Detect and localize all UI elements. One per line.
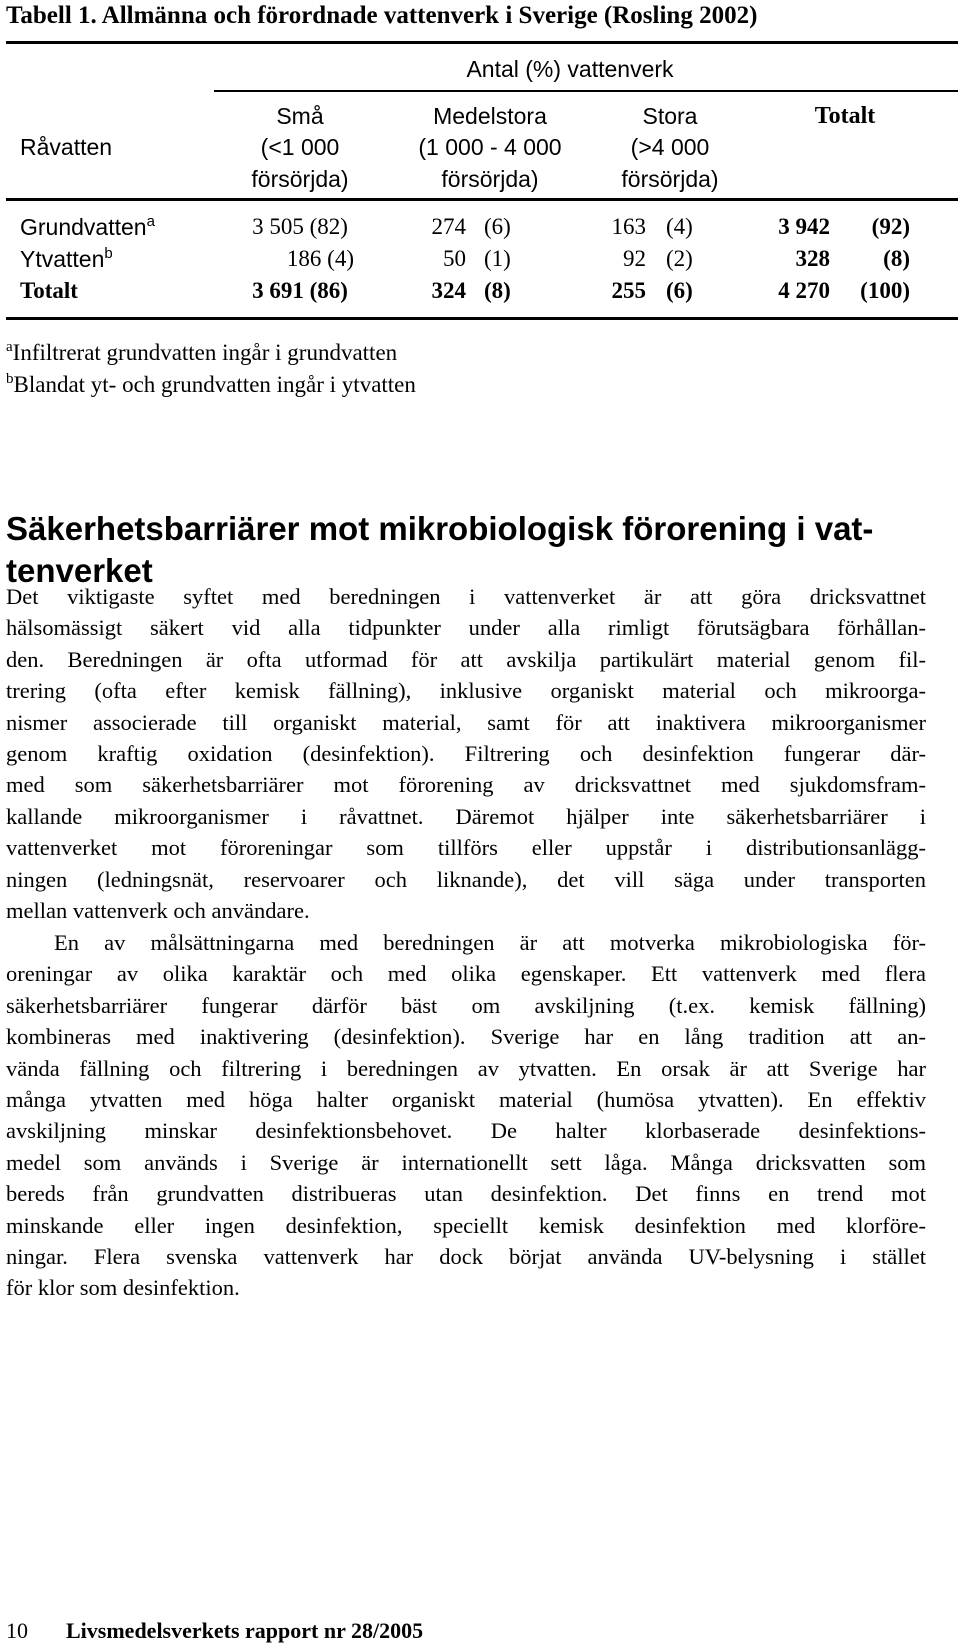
cell-grundvatten-large-n: 163 bbox=[611, 214, 646, 239]
col-large-line2: (>4 000 bbox=[630, 134, 710, 160]
cell-ytvatten-total-n: 328 bbox=[795, 246, 830, 271]
paragraph-line: vända fällning och filtrering i beredningen av ytvatten. En orsak är att Sverige har bbox=[6, 1055, 926, 1081]
page-footer bbox=[6, 1618, 423, 1644]
cell-ytvatten-large-n: 92 bbox=[623, 246, 646, 271]
paragraph-line: kallande mikroorganismer i råvattnet. Däremot hjälper inte säkerhetsbarriärer i bbox=[6, 803, 926, 829]
cell-grundvatten-large-p: (4) bbox=[666, 214, 693, 239]
paragraph-2 bbox=[6, 927, 926, 1304]
cell-totalt-large-n: 255 bbox=[611, 278, 646, 303]
row-header: Råvatten bbox=[20, 134, 113, 160]
cell-ytvatten-total-p: (8) bbox=[883, 246, 910, 271]
table-caption: Tabell 1. Allmänna och förordnade vattenverk i Sverige (Rosling 2002) bbox=[6, 2, 758, 29]
header-bottom-rule bbox=[6, 198, 958, 201]
paragraph-line: oreningar av olika karaktär och med olika egenskaper. Ett vattenverk med flera bbox=[6, 961, 926, 987]
footnote-mark-a: a bbox=[146, 213, 155, 230]
paragraph-line: avskiljning minskar desinfektionsbehovet. De halter klorbaserade desinfektions- bbox=[6, 1118, 926, 1144]
table-bottom-rule bbox=[6, 317, 958, 320]
col-medium-line1: Medelstora bbox=[433, 103, 547, 129]
paragraph-line: säkerhetsbarriärer fungerar därför bäst om avskiljning (t.ex. kemisk fällning) bbox=[6, 992, 926, 1018]
paragraph-line: En av målsättningarna med beredningen är att motverka mikrobiologiska för- bbox=[54, 930, 926, 955]
row-label-ytvatten: Ytvatten$^b$ bbox=[20, 245, 113, 272]
paragraph-line: kombineras med inaktivering (desinfektion). Sverige har en lång tradition att an- bbox=[6, 1024, 926, 1050]
table-top-rule bbox=[6, 41, 958, 44]
col-large-line3: försörjda) bbox=[621, 166, 719, 192]
cell-ytvatten-medium-p: (1) bbox=[484, 246, 511, 271]
col-small-line3: försörjda) bbox=[251, 166, 349, 192]
col-large-line1: Stora bbox=[642, 103, 698, 129]
paragraph-line: medel som används i Sverige är internationellt sett låga. Många dricksvatten som bbox=[6, 1149, 926, 1175]
col-small-line2: (<1 000 bbox=[260, 134, 340, 160]
paragraph-line: genom kraftig oxidation (desinfektion). Filtrering och desinfektion fungerar där- bbox=[6, 741, 926, 767]
col-medium-line2: (1 000 - 4 000 bbox=[418, 134, 562, 160]
footnote-b: $^b$Blandat yt- och grundvatten ingår i ytvatten bbox=[6, 371, 416, 397]
footnote-a: $^a$Infiltrerat grundvatten ingår i grundvatten bbox=[6, 339, 398, 365]
paragraph-line: trering (ofta efter kemisk fällning), inklusive organiskt material och mikroorga- bbox=[6, 678, 926, 704]
col-medium-line3: försörjda) bbox=[441, 166, 539, 192]
cell-totalt-medium-p: (8) bbox=[484, 278, 511, 303]
paragraph-line: ningen (ledningsnät, reservoarer och liknande), det vill säga under transporten bbox=[6, 866, 926, 892]
section-heading: Säkerhetsbarriärer mot mikrobiologisk förorening i vat- tenverket bbox=[6, 510, 874, 589]
paragraph-line: nismer associerade till organiskt material, samt för att inaktivera mikroorganismer bbox=[6, 709, 926, 735]
report-source: Livsmedelsverkets rapport nr 28/2005 bbox=[66, 1618, 424, 1643]
group-header: Antal (%) vattenverk bbox=[466, 56, 674, 82]
cell-grundvatten-total-p: (92) bbox=[871, 214, 910, 239]
cell-grundvatten-medium-n: 274 bbox=[431, 214, 466, 239]
paragraph-line: ningar. Flera svenska vattenverk har dock börjat använda UV-belysning i stället bbox=[6, 1244, 926, 1270]
cell-totalt-total-p: (100) bbox=[860, 278, 910, 303]
cell-totalt-total-n: 4 270 bbox=[778, 278, 830, 303]
paragraph-line: Det viktigaste syftet med beredningen i vattenverket är att göra dricksvattnet bbox=[6, 584, 926, 609]
row-label-grundvatten: Grundvatten$^a$ bbox=[20, 213, 155, 240]
col-small-line1: Små bbox=[276, 103, 324, 129]
cell-totalt-large-p: (6) bbox=[666, 278, 693, 303]
paragraph-line: för klor som desinfektion. bbox=[6, 1275, 240, 1301]
cell-grundvatten-medium-p: (6) bbox=[484, 214, 511, 239]
paragraph-line: den. Beredningen är ofta utformad för att avskilja partikulärt material genom fil- bbox=[6, 646, 926, 672]
cell-grundvatten-small: 3 505 (82) bbox=[252, 214, 348, 239]
cell-totalt-small: 3 691 (86) bbox=[252, 278, 348, 303]
group-header-rule bbox=[214, 90, 958, 92]
paragraph-line: mellan vattenverk och användare. bbox=[6, 898, 310, 924]
footnote-mark-b: b bbox=[104, 245, 113, 262]
cell-ytvatten-large-p: (2) bbox=[666, 246, 693, 271]
page-number: 10 bbox=[6, 1618, 28, 1643]
cell-grundvatten-total-n: 3 942 bbox=[778, 214, 830, 239]
row-label-totalt: Totalt bbox=[20, 278, 78, 303]
paragraph-line: hälsomässigt säkert vid alla tidpunkter under alla rimligt förutsägbara förhållan- bbox=[6, 615, 926, 641]
paragraph-1 bbox=[6, 581, 926, 926]
cell-totalt-medium-n: 324 bbox=[431, 278, 466, 303]
cell-ytvatten-small: 186 (4) bbox=[286, 246, 354, 271]
paragraph-line: bereds från grundvatten distribueras utan desinfektion. Det finns en trend mot bbox=[6, 1181, 926, 1207]
cell-ytvatten-medium-n: 50 bbox=[443, 246, 466, 271]
paragraph-line: med som säkerhetsbarriärer mot förorening av dricksvattnet med sjukdomsfram- bbox=[6, 772, 926, 798]
paragraph-line: minskande eller ingen desinfektion, speciellt kemisk desinfektion med klorföre- bbox=[6, 1212, 926, 1238]
col-total-header: Totalt bbox=[814, 103, 876, 129]
paragraph-line: många ytvatten med höga halter organiskt material (humösa ytvatten). En effektiv bbox=[6, 1087, 926, 1113]
paragraph-line: vattenverket mot föroreningar som tillförs eller uppstår i distributionsanlägg- bbox=[6, 835, 926, 861]
